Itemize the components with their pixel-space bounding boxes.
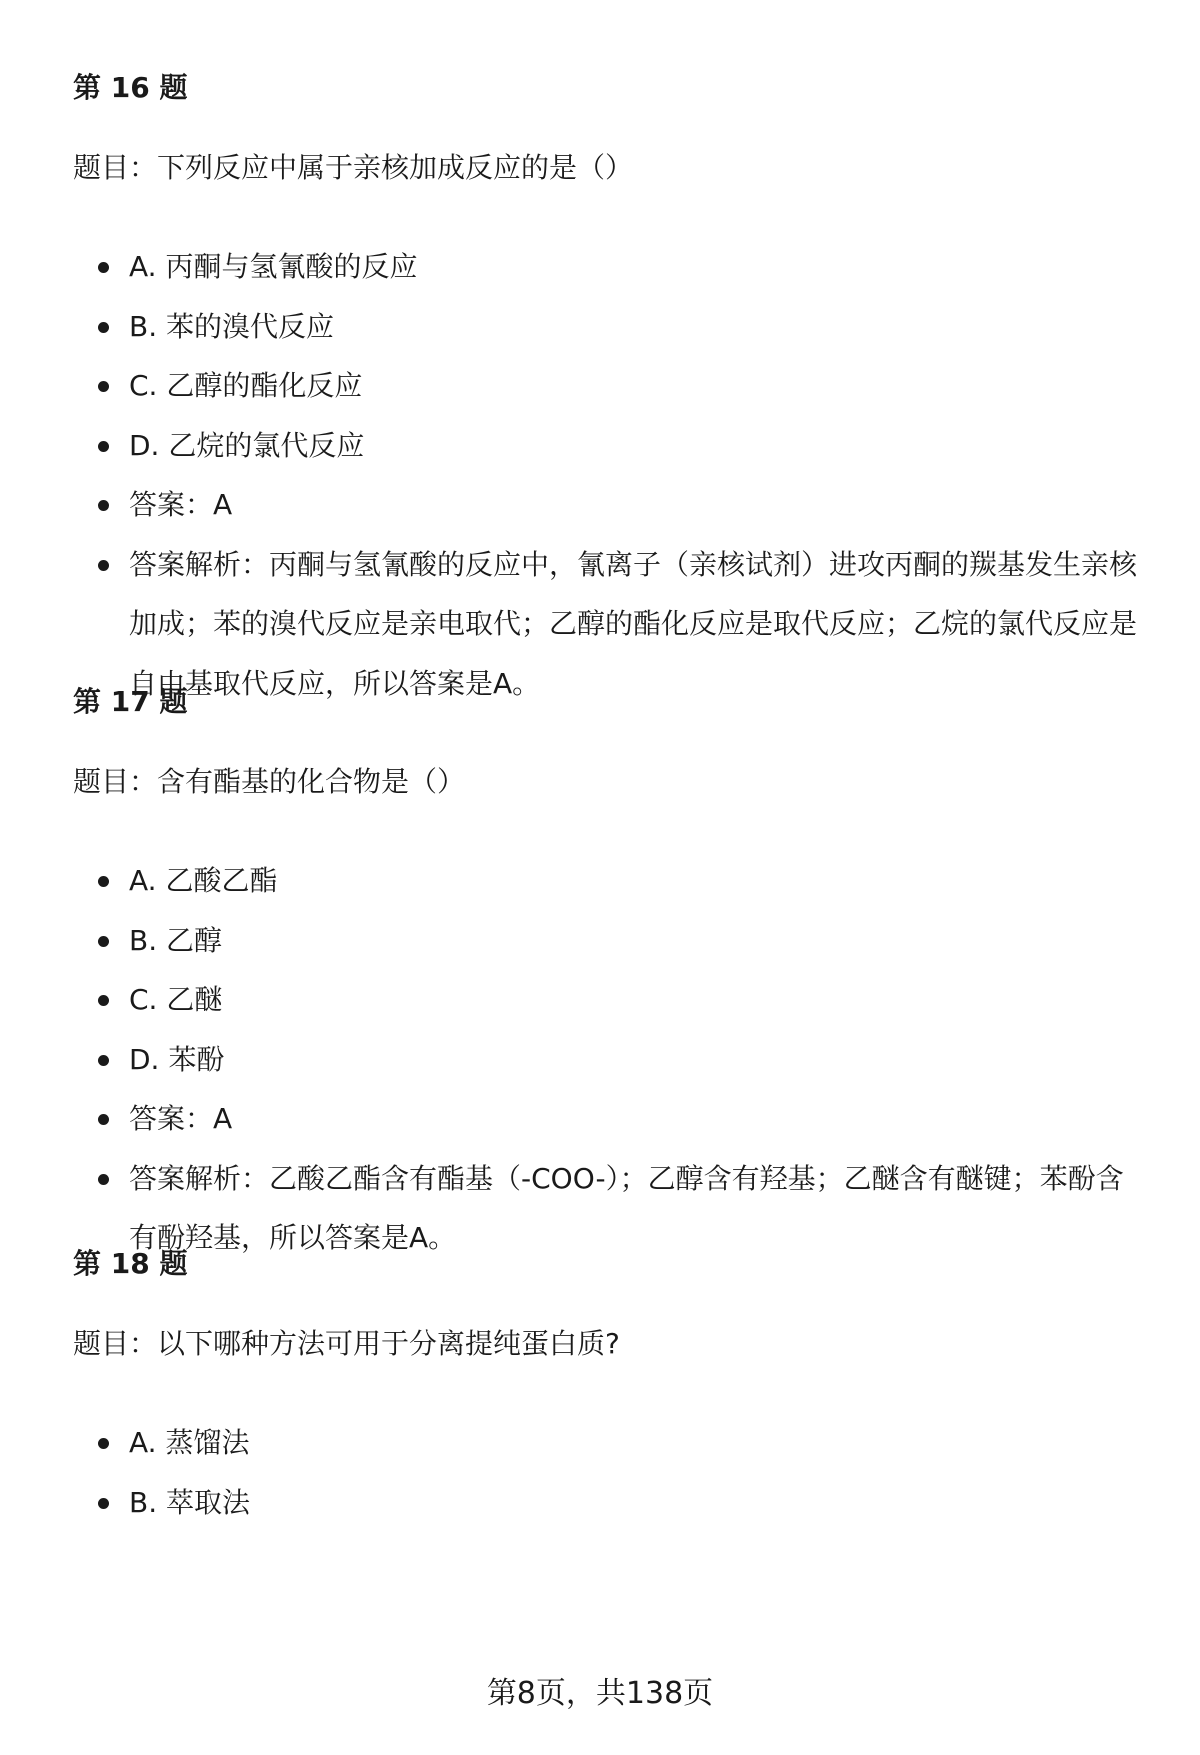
option-a: A. 乙酸乙酯 [73,851,1148,911]
option-b: B. 乙醇 [73,911,1148,971]
question-18-prompt: 题目：以下哪种方法可用于分离提纯蛋白质? [73,1327,620,1360]
question-16-heading: 第 16 题 [73,71,188,104]
answer-explanation: 答案解析：丙酮与氢氰酸的反应中，氰离子（亲核试剂）进攻丙酮的羰基发生亲核加成；苯的溴代反应是亲电取代；乙醇的酯化反应是取代反应；乙烷的氯代反应是自由基取代反应，所以答案是A。 [73,535,1148,714]
question-18-heading: 第 18 题 [73,1247,188,1280]
option-a: A. 丙酮与氢氰酸的反应 [73,237,1148,297]
question-17-prompt: 题目：含有酯基的化合物是（） [73,765,466,798]
option-a: A. 蒸馏法 [73,1413,1148,1473]
answer-explanation: 答案解析：乙酸乙酯含有酯基（-COO-）；乙醇含有羟基；乙醚含有醚键；苯酚含有酚羟基，所以答案是A。 [73,1149,1148,1268]
option-c: C. 乙醇的酯化反应 [73,356,1148,416]
option-d: D. 苯酚 [73,1030,1148,1090]
page-number-footer: 第8页，共138页 [486,1676,714,1711]
option-b: B. 萃取法 [73,1473,1148,1533]
question-18-options [73,1413,1148,1532]
question-17-options [73,851,1148,1268]
question-16-options [73,237,1148,713]
option-b: B. 苯的溴代反应 [73,297,1148,357]
option-d: D. 乙烷的氯代反应 [73,416,1148,476]
answer: 答案：A [73,475,1148,535]
answer: 答案：A [73,1089,1148,1149]
question-16-prompt: 题目：下列反应中属于亲核加成反应的是（） [73,151,634,184]
question-17-heading: 第 17 题 [73,685,188,718]
option-c: C. 乙醚 [73,970,1148,1030]
